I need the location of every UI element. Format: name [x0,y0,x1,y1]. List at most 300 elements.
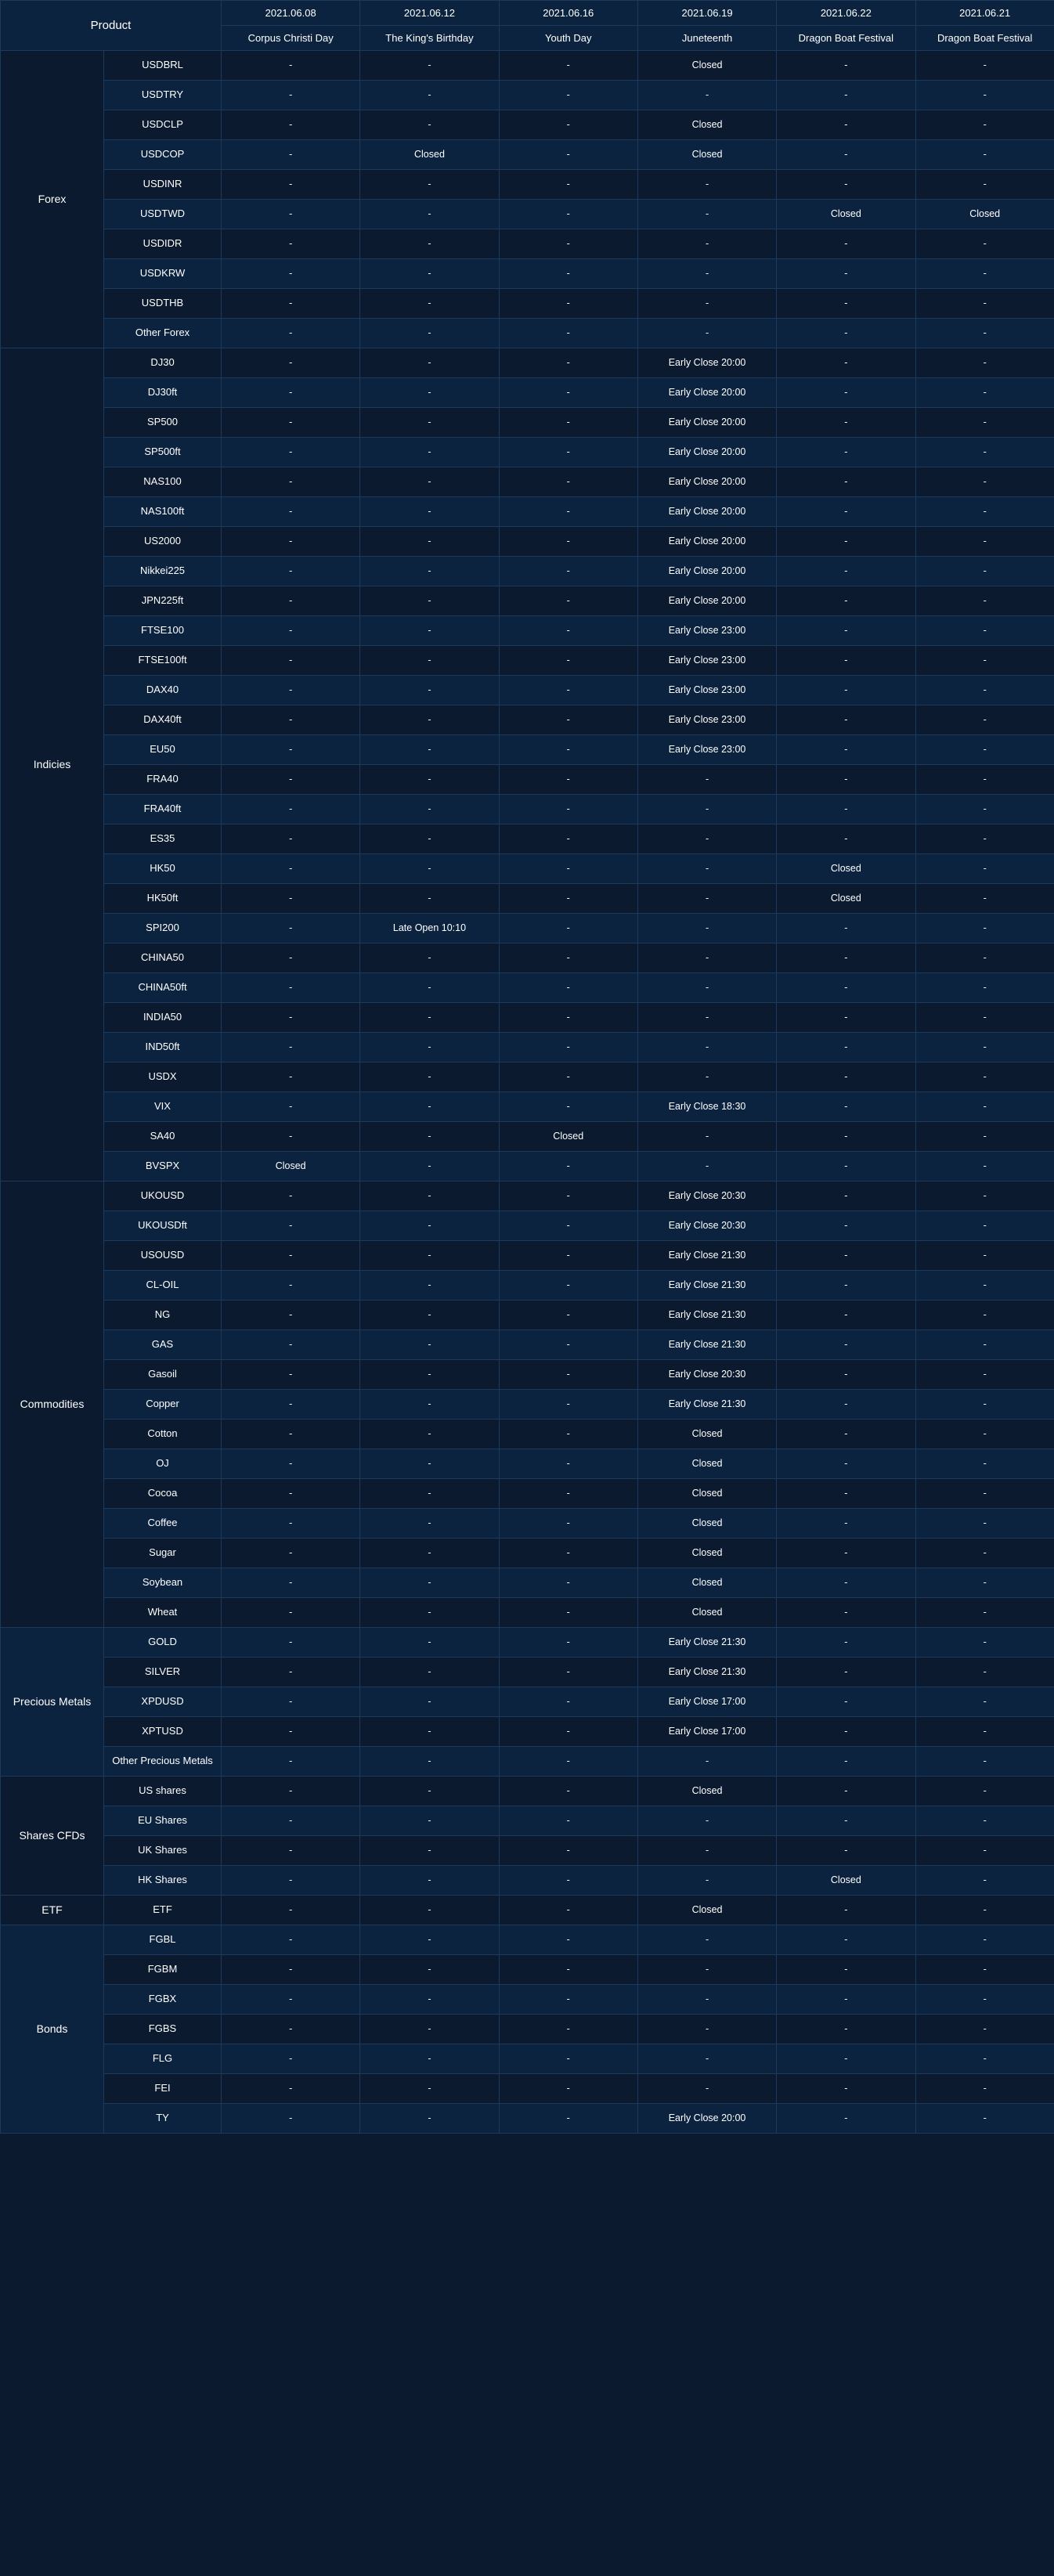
schedule-cell: - [360,497,499,527]
date-header-1: 2021.06.12 [360,1,499,26]
schedule-cell: - [637,1866,776,1896]
table-row [1,497,1054,527]
schedule-cell: - [360,2074,499,2104]
schedule-cell: - [777,1717,915,1747]
schedule-cell: - [637,229,776,259]
table-row [1,1092,1054,1122]
holiday-header-0: Corpus Christi Day [222,26,360,51]
product-name: Wheat [104,1598,222,1628]
schedule-cell: - [915,1747,1054,1777]
table-row [1,824,1054,854]
schedule-cell: - [499,824,637,854]
table-row [1,81,1054,110]
product-group-label: ETF [1,1896,104,1925]
schedule-cell: Early Close 21:30 [637,1628,776,1658]
schedule-cell: - [915,81,1054,110]
schedule-cell: - [222,735,360,765]
schedule-cell: - [499,795,637,824]
product-column-header: Product [1,1,222,51]
schedule-cell: - [360,1866,499,1896]
schedule-cell: - [915,408,1054,438]
schedule-cell: - [222,973,360,1003]
schedule-cell: - [360,1658,499,1687]
schedule-cell: - [499,1003,637,1033]
table-row [1,1152,1054,1182]
schedule-cell: - [360,824,499,854]
schedule-cell: - [222,1777,360,1806]
schedule-cell: - [915,1390,1054,1420]
schedule-cell: - [360,2104,499,2134]
schedule-cell: - [222,1271,360,1301]
schedule-cell: - [222,497,360,527]
schedule-cell: - [915,765,1054,795]
schedule-cell: - [499,2074,637,2104]
schedule-cell: - [499,914,637,943]
schedule-cell: Early Close 21:30 [637,1658,776,1687]
schedule-cell: - [777,1122,915,1152]
schedule-cell: - [915,2104,1054,2134]
schedule-cell: - [360,676,499,705]
product-name: USOUSD [104,1241,222,1271]
product-name: Coffee [104,1509,222,1539]
product-name: USDTWD [104,200,222,229]
product-name: FGBM [104,1955,222,1985]
product-name: Other Forex [104,319,222,348]
schedule-cell: - [915,170,1054,200]
schedule-cell: - [777,735,915,765]
schedule-cell: - [915,1330,1054,1360]
schedule-cell: - [360,735,499,765]
product-name: EU50 [104,735,222,765]
schedule-cell: - [360,1687,499,1717]
date-header-4: 2021.06.22 [777,1,915,26]
date-header-3: 2021.06.19 [637,1,776,26]
schedule-cell: - [222,259,360,289]
schedule-cell: - [360,1271,499,1301]
schedule-cell: - [499,2044,637,2074]
schedule-cell: - [637,914,776,943]
schedule-cell: - [777,140,915,170]
table-row [1,1598,1054,1628]
schedule-cell: - [222,408,360,438]
schedule-cell: - [222,1003,360,1033]
schedule-cell: - [915,1211,1054,1241]
schedule-cell: Early Close 21:30 [637,1241,776,1271]
schedule-cell: - [499,1896,637,1925]
schedule-cell: - [222,914,360,943]
table-row [1,1717,1054,1747]
product-name: USDIDR [104,229,222,259]
schedule-cell: - [499,1598,637,1628]
table-row [1,2015,1054,2044]
schedule-cell: Closed [637,1896,776,1925]
schedule-cell: - [777,1836,915,1866]
schedule-cell: - [360,110,499,140]
schedule-cell: - [360,1301,499,1330]
schedule-cell: - [777,973,915,1003]
product-name: SP500ft [104,438,222,467]
table-row [1,51,1054,81]
product-name: SILVER [104,1658,222,1687]
schedule-cell: - [222,1420,360,1449]
table-row [1,229,1054,259]
table-row [1,1479,1054,1509]
schedule-cell: - [222,1598,360,1628]
schedule-cell: - [777,1152,915,1182]
table-row [1,765,1054,795]
product-name: USDTRY [104,81,222,110]
schedule-cell: - [915,616,1054,646]
schedule-cell: - [915,1925,1054,1955]
schedule-cell: - [222,1330,360,1360]
schedule-cell: - [499,497,637,527]
product-name: Cocoa [104,1479,222,1509]
schedule-cell: - [637,765,776,795]
schedule-cell: - [222,1241,360,1271]
holiday-header-2: Youth Day [499,26,637,51]
table-row [1,1449,1054,1479]
schedule-cell: - [499,973,637,1003]
schedule-cell: - [499,1717,637,1747]
schedule-cell: - [222,1092,360,1122]
schedule-cell: - [915,1955,1054,1985]
schedule-cell: - [637,1806,776,1836]
schedule-cell: - [777,1896,915,1925]
table-row [1,1747,1054,1777]
schedule-cell: Closed [499,1122,637,1152]
schedule-cell: - [360,1092,499,1122]
table-row [1,1866,1054,1896]
schedule-cell: - [777,1598,915,1628]
schedule-cell: Early Close 23:00 [637,676,776,705]
schedule-cell: - [499,1092,637,1122]
schedule-cell: - [915,1033,1054,1063]
schedule-cell: - [222,438,360,467]
schedule-cell: - [777,259,915,289]
schedule-cell: - [360,586,499,616]
schedule-cell: - [499,140,637,170]
schedule-cell: - [777,467,915,497]
schedule-cell: - [360,348,499,378]
table-row [1,348,1054,378]
table-header [1,1,1054,51]
table-row [1,884,1054,914]
schedule-cell: - [499,1777,637,1806]
product-name: VIX [104,1092,222,1122]
schedule-cell: Closed [637,1509,776,1539]
table-row [1,170,1054,200]
schedule-cell: - [915,1568,1054,1598]
schedule-cell: - [499,1271,637,1301]
schedule-cell: - [360,1598,499,1628]
schedule-cell: - [360,1806,499,1836]
table-row [1,1330,1054,1360]
schedule-cell: - [222,795,360,824]
table-row [1,1063,1054,1092]
schedule-cell: - [360,51,499,81]
schedule-cell: - [777,1420,915,1449]
product-group-label: Precious Metals [1,1628,104,1777]
schedule-cell: - [222,765,360,795]
schedule-cell: Closed [360,140,499,170]
schedule-cell: - [222,1301,360,1330]
product-name: USDCOP [104,140,222,170]
schedule-cell: - [915,1628,1054,1658]
schedule-cell: - [222,1925,360,1955]
schedule-cell: - [499,467,637,497]
schedule-cell: - [915,497,1054,527]
schedule-cell: - [222,378,360,408]
schedule-cell: - [499,110,637,140]
schedule-cell: - [360,1896,499,1925]
product-name: BVSPX [104,1152,222,1182]
schedule-cell: - [637,824,776,854]
schedule-cell: - [222,646,360,676]
schedule-cell: - [360,646,499,676]
schedule-cell: - [360,1925,499,1955]
product-name: GOLD [104,1628,222,1658]
schedule-cell: - [777,1925,915,1955]
schedule-cell: - [915,1836,1054,1866]
schedule-cell: - [777,1301,915,1330]
table-row [1,1955,1054,1985]
table-row [1,378,1054,408]
schedule-cell: - [499,1955,637,1985]
schedule-cell: - [360,1003,499,1033]
product-name: SP500 [104,408,222,438]
schedule-cell: - [637,170,776,200]
table-row [1,527,1054,557]
schedule-cell: Closed [637,1598,776,1628]
schedule-cell: - [915,1360,1054,1390]
schedule-cell: - [637,289,776,319]
schedule-cell: - [915,1896,1054,1925]
schedule-cell: - [360,765,499,795]
schedule-cell: - [777,1033,915,1063]
product-group-label: Commodities [1,1182,104,1628]
schedule-cell: Late Open 10:10 [360,914,499,943]
schedule-cell: - [637,1925,776,1955]
schedule-cell: Early Close 17:00 [637,1717,776,1747]
product-name: Gasoil [104,1360,222,1390]
schedule-cell: - [222,2104,360,2134]
product-name: CHINA50 [104,943,222,973]
schedule-cell: - [915,51,1054,81]
schedule-cell: - [777,943,915,973]
schedule-cell: - [499,1390,637,1420]
schedule-cell: - [360,438,499,467]
table-row [1,1806,1054,1836]
schedule-cell: - [637,1747,776,1777]
table-row [1,319,1054,348]
schedule-cell: - [777,170,915,200]
schedule-cell: - [222,1628,360,1658]
schedule-cell: - [637,1003,776,1033]
schedule-cell: - [360,1211,499,1241]
schedule-cell: - [777,319,915,348]
schedule-cell: - [915,1152,1054,1182]
schedule-cell: - [637,854,776,884]
schedule-cell: - [360,1539,499,1568]
table-row [1,1271,1054,1301]
table-row [1,1687,1054,1717]
schedule-cell: - [915,705,1054,735]
schedule-cell: - [915,1301,1054,1330]
schedule-cell: - [777,1271,915,1301]
product-name: UKOUSDft [104,1211,222,1241]
schedule-cell: - [499,884,637,914]
schedule-cell: - [499,2104,637,2134]
schedule-cell: - [499,1211,637,1241]
product-name: US shares [104,1777,222,1806]
product-name: TY [104,2104,222,2134]
schedule-cell: - [222,1687,360,1717]
product-name: XPTUSD [104,1717,222,1747]
schedule-cell: - [360,378,499,408]
schedule-cell: - [637,1836,776,1866]
schedule-cell: - [360,1241,499,1271]
schedule-cell: Early Close 20:00 [637,586,776,616]
schedule-cell: - [777,705,915,735]
schedule-cell: - [499,1985,637,2015]
product-name: NG [104,1301,222,1330]
schedule-cell: - [915,1003,1054,1033]
schedule-cell: - [777,438,915,467]
schedule-cell: - [222,319,360,348]
schedule-cell: - [222,2015,360,2044]
schedule-cell: - [499,1925,637,1955]
schedule-cell: - [915,1182,1054,1211]
schedule-cell: Early Close 20:00 [637,527,776,557]
table-row [1,914,1054,943]
table-row [1,2044,1054,2074]
schedule-cell: - [499,1866,637,1896]
table-row [1,854,1054,884]
table-row [1,646,1054,676]
schedule-cell: - [777,1777,915,1806]
schedule-cell: Early Close 23:00 [637,616,776,646]
product-name: OJ [104,1449,222,1479]
schedule-cell: - [777,348,915,378]
schedule-cell: Early Close 20:00 [637,408,776,438]
schedule-cell: - [777,795,915,824]
schedule-cell: Closed [637,1777,776,1806]
schedule-cell: - [222,1360,360,1390]
schedule-cell: - [777,557,915,586]
table-row [1,1777,1054,1806]
schedule-cell: - [222,289,360,319]
schedule-cell: - [915,1509,1054,1539]
schedule-cell: - [915,1687,1054,1717]
schedule-cell: - [915,1539,1054,1568]
table-row [1,1896,1054,1925]
schedule-cell: - [222,1479,360,1509]
schedule-cell: Closed [637,51,776,81]
schedule-cell: - [499,1658,637,1687]
schedule-cell: - [637,2044,776,2074]
table-row [1,110,1054,140]
schedule-cell: - [222,1658,360,1687]
table-row [1,2104,1054,2134]
schedule-cell: Closed [637,1479,776,1509]
schedule-cell: - [637,1985,776,2015]
table-row [1,467,1054,497]
schedule-cell: - [637,973,776,1003]
schedule-cell: - [499,1687,637,1717]
schedule-cell: - [637,1063,776,1092]
schedule-cell: - [360,1717,499,1747]
schedule-cell: - [360,170,499,200]
holiday-header-3: Juneteenth [637,26,776,51]
product-name: Other Precious Metals [104,1747,222,1777]
schedule-cell: - [360,2044,499,2074]
schedule-cell: - [499,1420,637,1449]
schedule-cell: - [499,51,637,81]
schedule-cell: - [915,1241,1054,1271]
schedule-cell: - [499,735,637,765]
schedule-cell: Early Close 23:00 [637,705,776,735]
schedule-cell: - [777,1182,915,1211]
schedule-cell: - [499,378,637,408]
table-row [1,943,1054,973]
schedule-cell: - [499,616,637,646]
table-row [1,676,1054,705]
schedule-cell: - [915,735,1054,765]
schedule-cell: - [915,1479,1054,1509]
schedule-cell: - [915,1092,1054,1122]
schedule-cell: - [499,2015,637,2044]
schedule-cell: - [360,200,499,229]
schedule-cell: - [360,1628,499,1658]
schedule-cell: - [360,943,499,973]
schedule-cell: - [499,1152,637,1182]
schedule-cell: - [360,1122,499,1152]
schedule-cell: - [915,319,1054,348]
schedule-cell: - [499,1449,637,1479]
schedule-cell: - [360,289,499,319]
schedule-cell: Early Close 21:30 [637,1301,776,1330]
table-row [1,2074,1054,2104]
schedule-cell: - [499,1241,637,1271]
product-group-label: Forex [1,51,104,348]
schedule-cell: - [499,557,637,586]
schedule-cell: - [777,110,915,140]
product-name: USDCLP [104,110,222,140]
schedule-cell: - [360,795,499,824]
schedule-cell: - [222,1836,360,1866]
schedule-cell: - [499,289,637,319]
schedule-cell: - [360,408,499,438]
schedule-cell: - [222,51,360,81]
product-group-label: Shares CFDs [1,1777,104,1896]
schedule-cell: Early Close 20:00 [637,467,776,497]
product-name: CL-OIL [104,1271,222,1301]
schedule-cell: - [222,824,360,854]
table-row [1,289,1054,319]
table-row [1,1033,1054,1063]
product-name: SA40 [104,1122,222,1152]
schedule-cell: - [915,1806,1054,1836]
product-name: Nikkei225 [104,557,222,586]
table-row [1,259,1054,289]
product-name: UKOUSD [104,1182,222,1211]
schedule-cell: - [915,1658,1054,1687]
schedule-cell: - [499,646,637,676]
schedule-cell: - [360,705,499,735]
product-name: NAS100ft [104,497,222,527]
table-row [1,1390,1054,1420]
product-name: HK Shares [104,1866,222,1896]
